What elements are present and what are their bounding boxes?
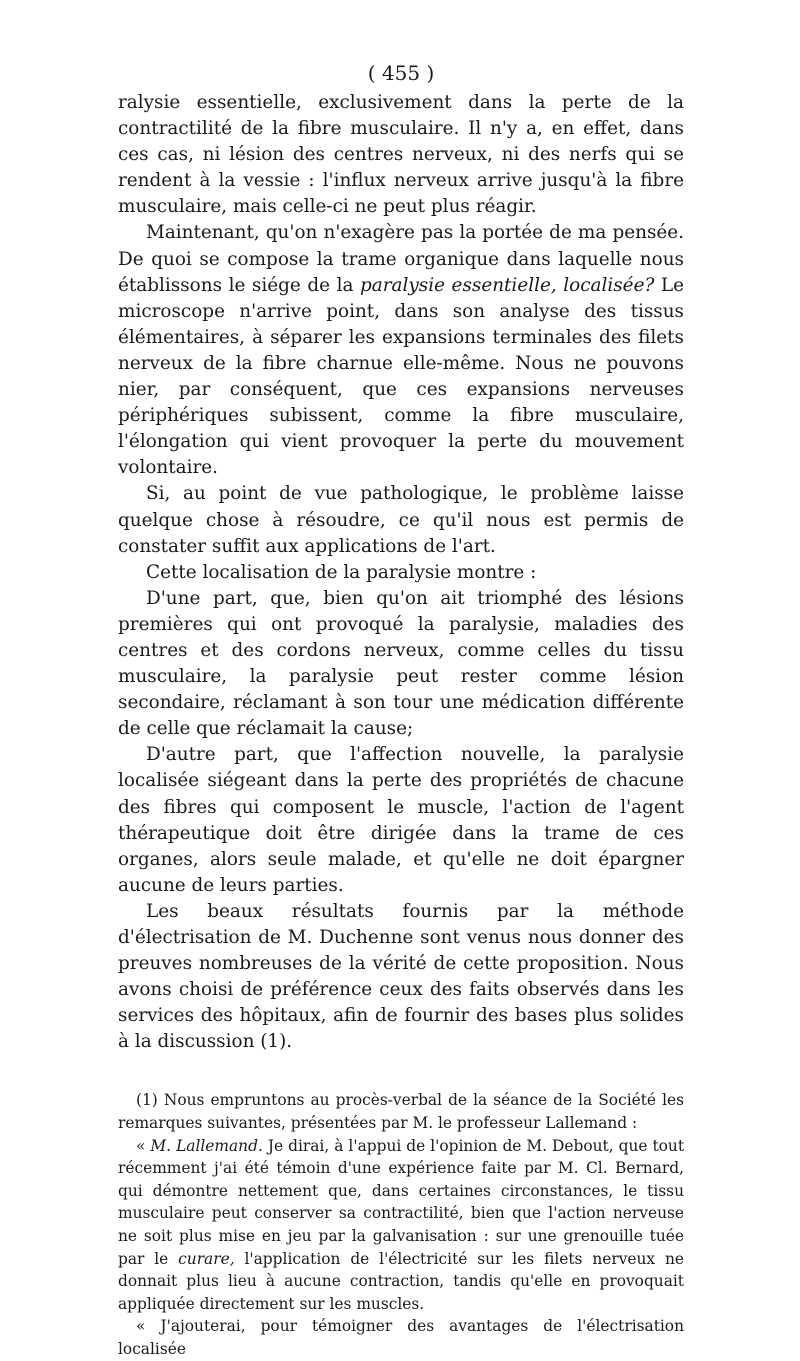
footnote-quote: « M. Lallemand. Je dirai, à l'appui de l'opinion de M. Debout, que tout récemment j'ai été témoin d'une expérience faite par M. Cl. Bernard, qui démontre nettement que, dans certaines circonstances, le tissu musculaire peut conserver sa contractilité, bien que l'action nerveuse ne soit plus mise en jeu par la galvanisation : sur une grenouille tuée par le curare, l'application de l'électricité sur les filets nerveux ne donnait plus lieu à aucune contraction, tandis qu'elle en provoquait appliquée directement sur les muscles. — [118, 1136, 685, 1313]
emphasis: paralysie essentielle, localisée? — [360, 274, 655, 296]
book-page — [118, 58, 684, 1361]
paragraph-3: Si, au point de vue pathologique, le problème laisse quelque chose à résoudre, ce qu'il nous est permis de constater suffit aux applications de l'art. — [118, 483, 684, 557]
paragraph-2: Maintenant, qu'on n'exagère pas la portée de ma pensée. De quoi se compose la trame organique dans laquelle nous établissons le siége de la paralysie essentielle, localisée? Le microscope n'arrive point, dans son analyse des tissus élémentaires, à séparer les expansions terminales des filets nerveux de la fibre charnue elle-même. Nous ne pouvons nier, par conséquent, que ces expansions nerveuses périphériques subissent, comme la fibre musculaire, l'élongation qui vient provoquer la perte du mouvement volontaire. — [118, 222, 684, 479]
footnote-1: (1) Nous empruntons au procès-verbal de la séance de la Société les remarques suivantes, présentées par M. le professeur Lallemand : — [118, 1091, 684, 1133]
footnote-quote-continued: « J'ajouterai, pour témoigner des avantages de l'électrisation localisée — [118, 1317, 684, 1358]
paragraph-7: Les beaux résultats fournis par la méthode d'électrisation de M. Duchenne sont venus nous donner des preuves nombreuses de la vérité de cette proposition. Nous avons choisi de préférence ceux des faits observés dans les services des hôpitaux, afin de fournir des bases plus solides à la discussion (1). — [118, 900, 684, 1053]
paragraph-1: ralysie essentielle, exclusivement dans la perte de la contractilité de la fibre musculaire. Il n'y a, en effet, dans ces cas, ni lésion des centres nerveux, ni des nerfs qui se rendent à la vessie : l'influx nerveux arrive jusqu'à la fibre musculaire, mais celle-ci ne peut plus réagir. — [118, 92, 684, 218]
footnotes — [118, 1089, 684, 1360]
paragraph-5: D'une part, que, bien qu'on ait triomphé des lésions premières qui ont provoqué la paralysie, maladies des centres et des cordons nerveux, comme celles du tissu musculaire, la paralysie peut rester comme lésion secondaire, réclamant à son tour une médication différente de celle que réclamait la cause; — [118, 587, 684, 740]
emphasis: curare, — [178, 1249, 235, 1268]
paragraph-4: Cette localisation de la paralysie montre : — [146, 561, 537, 583]
main-text — [118, 90, 684, 1055]
paragraph-6: D'autre part, que l'affection nouvelle, la paralysie localisée siégeant dans la perte des propriétés de chacune des fibres qui composent le muscle, l'action de l'agent thérapeutique doit être dirigée dans la trame de ces organes, alors seule malade, et qu'elle ne doit épargner aucune de leurs parties. — [118, 744, 684, 896]
page-number: ( 455 ) — [367, 61, 435, 85]
speaker-name: M. Lallemand. — [150, 1136, 263, 1155]
